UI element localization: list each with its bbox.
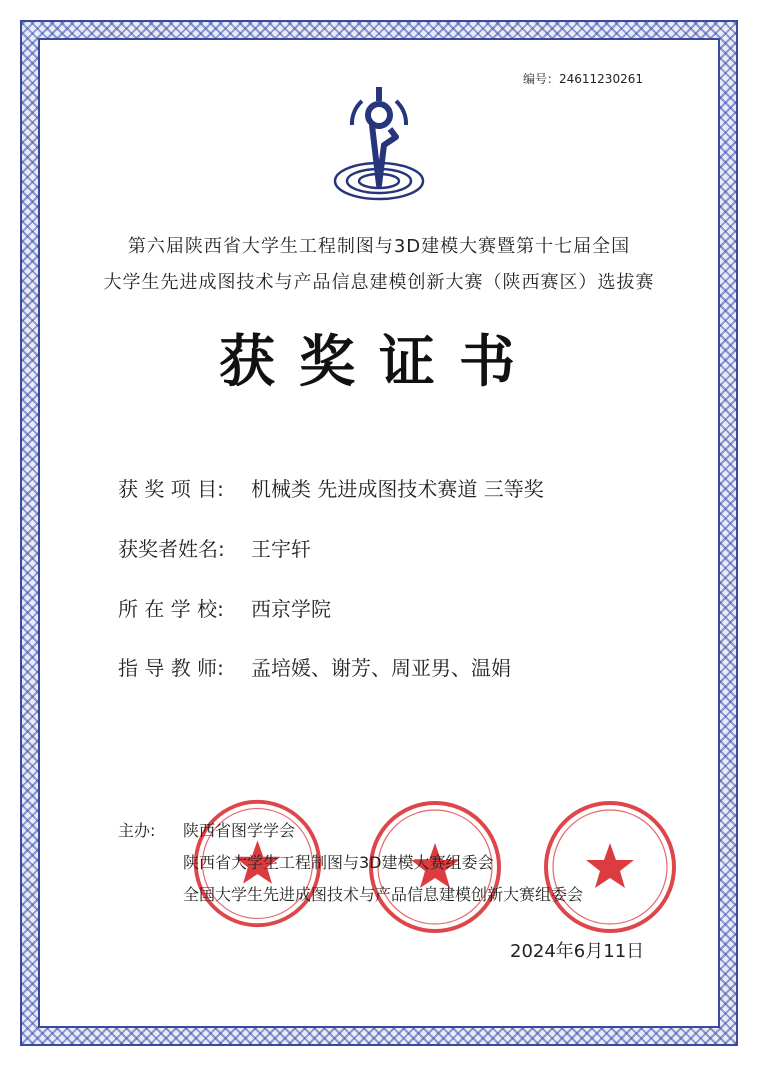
winner-name-value: 王宇轩 <box>251 537 311 561</box>
issue-date: 2024年6月11日 <box>510 941 645 962</box>
school-label: 所 在 学 校: <box>118 597 224 621</box>
compass-emblem-icon <box>330 85 428 203</box>
award-item-label: 获 奖 项 目: <box>118 477 224 501</box>
advisors-field <box>118 652 511 681</box>
advisors-value: 孟培媛、谢芳、周亚男、温娟 <box>251 656 511 680</box>
award-item-field <box>118 473 544 502</box>
advisors-label: 指 导 教 师: <box>118 656 224 680</box>
award-item-value: 机械类 先进成图技术赛道 三等奖 <box>251 477 544 501</box>
organizer-name: 全国大学生先进成图技术与产品信息建模创新大赛组委会 <box>183 885 584 904</box>
winner-name-field <box>118 533 311 562</box>
school-value: 西京学院 <box>251 597 331 621</box>
certificate-title: 获奖证书 <box>219 329 539 395</box>
organizer-name: 陕西省大学生工程制图与3D建模大赛组委会 <box>183 853 494 872</box>
organizers-label: 主办: <box>118 821 156 840</box>
winner-name-label: 获奖者姓名: <box>118 537 225 561</box>
school-field <box>118 593 331 622</box>
competition-name-line-1: 第六届陕西省大学生工程制图与3D建模大赛暨第十七届全国 <box>127 236 631 257</box>
official-seal-3 <box>540 797 680 937</box>
certificate-number: 编号：24611230261 <box>523 72 643 86</box>
competition-name-line-2: 大学生先进成图技术与产品信息建模创新大赛（陕西赛区）选拔赛 <box>103 272 655 293</box>
organizer-name: 陕西省图学学会 <box>183 821 296 840</box>
